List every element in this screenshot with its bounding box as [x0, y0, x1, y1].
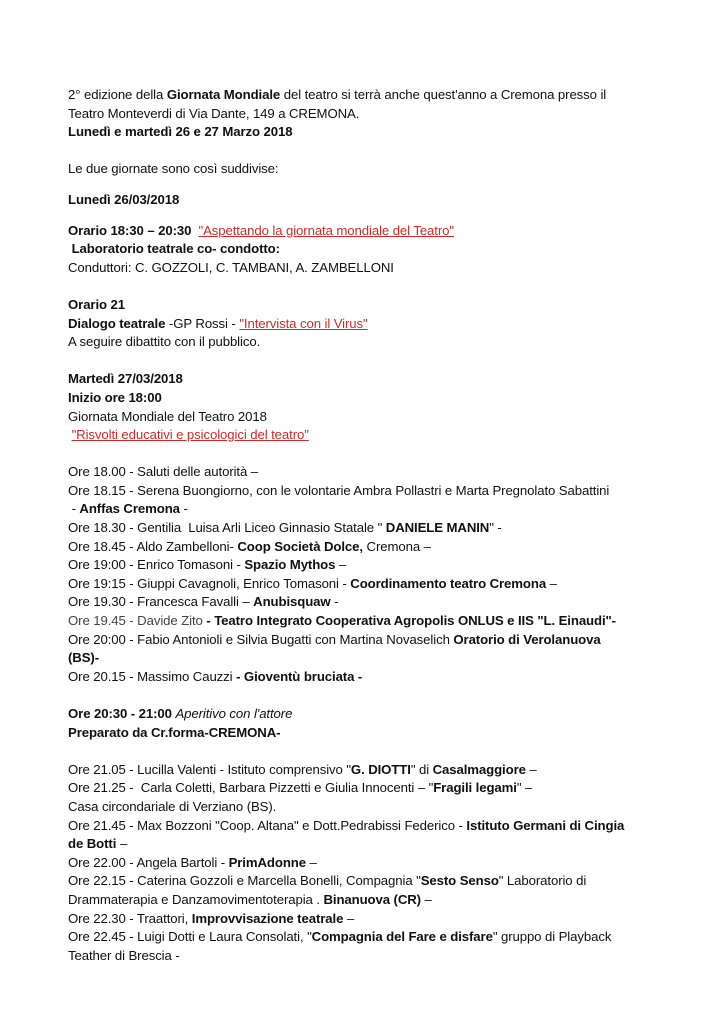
program-item: Ore 18.45 - Aldo Zambelloni- Coop Società Dolce, Cremona – [68, 538, 431, 554]
program-item: Ore 19.30 - Francesca Favalli – Anubisquaw - [68, 594, 339, 610]
day2-heading: Martedì 27/03/2018 [68, 371, 183, 387]
day1-slot1-line [68, 222, 668, 241]
program-item: Ore 21.05 - Lucilla Valenti - Istituto comprensivo "G. DIOTTI" di Casalmaggiore – [68, 761, 537, 777]
day2-theme [68, 426, 668, 445]
day1-slot2-note: A seguire dibattito con il pubblico. [68, 334, 261, 350]
program-item: Ore 22.15 - Caterina Gozzoli e Marcella Bonelli, Compagnia "Sesto Senso" Laboratorio di [68, 873, 587, 889]
slot-time: Orario 18:30 – 20:30 [68, 222, 192, 238]
program-item: Drammaterapia e Danzamovimentoterapia . Binanuova (CR) – [68, 891, 432, 907]
program-item: - Anffas Cremona - [68, 501, 188, 517]
program-item: Ore 19:15 - Giuppi Cavagnoli, Enrico Tomasoni - Coordinamento teatro Cremona – [68, 575, 557, 591]
program-item: Ore 20:00 - Fabio Antonioli e Silvia Bugatti con Martina Novaselich Oratorio di Verolanuova [68, 631, 601, 647]
program-item: Ore 19:00 - Enrico Tomasoni - Spazio Mythos – [68, 557, 347, 573]
program-item: Ore 21.45 - Max Bozzoni "Coop. Altana" e Dott.Pedrabissi Federico - Istituto Germani di Cingia [68, 817, 625, 833]
day1-slot2-line: Dialogo teatrale -GP Rossi - "Intervista con il Virus" [68, 315, 368, 331]
program-item: Ore 19.45 - Davide Zito - Teatro Integrato Cooperativa Agropolis ONLUS e IIS "L. Einaudi"- [68, 613, 616, 629]
event-name: Giornata Mondiale [166, 87, 281, 102]
day1-slot2-time: Orario 21 [68, 296, 126, 312]
program-item: (BS)- [68, 650, 99, 666]
division-note: Le due giornate sono così suddivise: [68, 161, 279, 177]
day2-start: Inizio ore 18:00 [68, 389, 162, 405]
day1-heading: Lunedì 26/03/2018 [68, 191, 180, 207]
aperitivo-by: Preparato da Cr.forma-CREMONA- [68, 724, 281, 740]
aperitivo-line: Ore 20:30 - 21:00 Aperitivo con l'attore [68, 706, 293, 721]
program-item: Teather di Brescia - [68, 947, 180, 963]
intro-line-2: Teatro Monteverdi di Via Dante, 149 a CREMONA. [68, 105, 360, 121]
program-item: Ore 18.30 - Gentilia Luisa Arli Liceo Ginnasio Statale " DANIELE MANIN" - [68, 520, 502, 536]
program-item: Ore 18.15 - Serena Buongiorno, con le volontarie Ambra Pollastri e Marta Pregnolato Sabattini [68, 482, 610, 498]
program-list-2 [68, 761, 668, 966]
program-item: de Botti – [68, 836, 128, 852]
day1-slot1-subtitle: Laboratorio teatrale co- condotto: [71, 241, 280, 257]
theme-title-link[interactable]: "Risvolti educativi e psicologici del teatro" [71, 427, 309, 443]
day2-event: Giornata Mondiale del Teatro 2018 [68, 408, 267, 424]
document-page [68, 86, 668, 965]
program-item: Ore 20.15 - Massimo Cauzzi - Gioventù bruciata - [68, 668, 363, 684]
program-item: Ore 18.00 - Saluti delle autorità – [68, 464, 259, 480]
program-item: Ore 22.00 - Angela Bartoli - PrimAdonne – [68, 854, 317, 870]
program-item: Ore 21.25 - Carla Coletti, Barbara Pizzetti e Giulia Innocenti – "Fragili legami" – [68, 780, 533, 796]
program-list-1 [68, 463, 668, 686]
day1-slot1-hosts: Conduttori: C. GOZZOLI, C. TAMBANI, A. ZAMBELLONI [68, 259, 394, 275]
event-dates: Lunedì e martedì 26 e 27 Marzo 2018 [68, 124, 293, 140]
dialogue-title-link[interactable]: "Intervista con il Virus" [239, 315, 368, 331]
intro-line-1: 2° edizione della Giornata Mondiale del teatro si terrà anche quest'anno a Cremona presso il [68, 87, 607, 102]
program-item: Casa circondariale di Verziano (BS). [68, 798, 277, 814]
workshop-title-link[interactable]: "Aspettando la giornata mondiale del Teatro" [198, 222, 454, 238]
program-item: Ore 22.30 - Traattori, Improvvisazione teatrale – [68, 910, 355, 926]
program-item: Ore 22.45 - Luigi Dotti e Laura Consolati, "Compagnia del Fare e disfare" gruppo di Playback [68, 929, 612, 945]
